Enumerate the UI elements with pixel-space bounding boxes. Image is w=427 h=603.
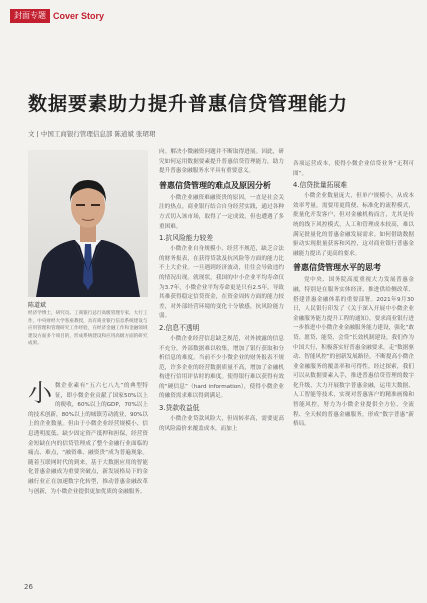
author-photo	[28, 150, 148, 297]
section-label-en: Cover Story	[53, 11, 105, 21]
author-name: 陈道斌	[28, 302, 47, 309]
author-bio: 经济学博士，研究员。工商银行总行高级管理专家，大行工作，中央财经大学客座教授，具有商业银行信息系统建设与应用管理和管理研究工作经验，在经济金融工作和金融领域建设方面多个项目的，形成系统建设和应用高级方面的研究成果。	[28, 311, 148, 347]
col2-paragraph-4: 小微企业经营信息缺乏规范，对外披露的信息不充分，外部数据难以收集，增加了银行获取和分析信息的难度。当前不少小微企业的财务报表不规范，许多企业的经营数据质量不高，增加了金融机构进行信用评估时的难度。使得银行难以获得有效的“硬信息”（hard information），使得小微企业的融资需求难以得到满足。	[159, 335, 284, 400]
subheading-risk: 1.抗风险能力较差	[159, 234, 214, 243]
page-number: 26	[24, 583, 33, 591]
column-3	[293, 160, 414, 430]
heading-difficulties: 普惠信贷管理的难点及原因分析	[159, 180, 271, 190]
col3-paragraph-1: 各项运营成本，使得小微企业信贷业务“无利可图”。	[293, 161, 414, 177]
heading-management-level: 普惠信贷管理水平的思考	[293, 263, 381, 273]
col1-paragraph-1: 微企业素有“五六七八九”的典型特征，即小微企业贡献了国家50%以上的税收，60%以上的GDP，70%以上的技术创新，80%以上的城镇劳动就业，90%以上的企业数量。但由于小微企业经营规模小、信息透明度低、缺少固定资产抵押和担保，经营资金短缺在内的信贷管理成了整个金融行业面临的痛点、难点，“融资难、融资贵”成为普遍现象。随着互联网时代的到来，基于大数据应用的智能化普惠金融成为重要突破点，新发展格局下的金融行业正在加速数字化转型，推动普惠金融改革与创新，为小微企业提供更加优质的金融服务。	[28, 383, 148, 495]
drop-cap: 小	[28, 379, 52, 407]
author-caption	[28, 302, 148, 347]
col2-paragraph-3: 小微企业自身规模小、经营不规范，缺乏合法的财务报表，在获得贷款及抗风险等方面的能力比不上大企业。一旦遇到经济波动，往往会导致违约的情况出现。就现状，我国的中小企业平均寿命仅为3.7年，小微企业平均寿命更是只有2.5年，导致其难获得稳定信贷资金，在资金周转方面的能力较差，对外部经营环境的变化十分敏感，抗风险能力弱。	[159, 246, 284, 320]
subheading-batch: 4.信贷批量拓展难	[293, 181, 348, 190]
col3-paragraph-3: 党中央、国务院高度重视大力发展普惠金融，特别是在服务实体经济、推进供给侧改革、搭建普惠金融体系的重要部署。2021年9月30日，人民银行印发了《关于深入开展中小微企业金融服务能力提升工程的通知》，要求商业银行进一步推进中小微企业金融服务能力建设，强化“敢贷、愿贷、能贷、会贷”长效机制建设。我们作为中国大行，积极落实好普惠金融要求，走“数据驱动、智能风控”的创新发展路径，不断提高小微企业金融服务的覆盖率和可得性。经过探索，我们可以从数据要素入手，推进普惠信贷管理的数字化升级，大力开展数字普惠金融，运用大数据、人工智能等技术，实现对普惠客户的精准画像和智能风控，努力为小微企业提供全方位、全流程、全天候的普惠金融服务，形成“数字普惠”新格局。	[293, 277, 414, 428]
col2-paragraph-1: 向。解决小微融资问题并不断取得进展。因此，研究如何运用数据要素提升普惠信贷管理能力，助力提升普惠金融服务水平具有重要意义。	[159, 149, 284, 175]
section-header	[10, 9, 104, 23]
subheading-returns: 3.贷款收益低	[159, 404, 200, 413]
article-byline: 文 | 中国工商银行管理信息部 陈道斌 张珺珺	[28, 130, 156, 138]
section-label-cn: 封面专题	[10, 9, 50, 23]
subheading-information: 2.信息不透明	[159, 323, 200, 332]
article-title: 数据要素助力提升普惠信贷管理能力	[28, 93, 349, 115]
portrait-figure	[28, 150, 148, 297]
column-2	[159, 148, 284, 434]
col2-paragraph-2: 小微企业融资难融资贵的原因，一直是社会关注的热点。商业银行结合自身经营实践，通过各种方式切入该市场，取得了一定成效，但也遭遇了多重困难。	[159, 194, 284, 230]
col3-paragraph-2: 小微企业数量庞大，但单户规模小，从成本效率考量，需要用更简便、标准化的流程模式，批量化开发客户，但对金融机构而言，尤其是传统的线下风控模式，人工和管理成本较高，难以满足批量化的普惠金融发展需求。如何借助数据驱动实现批量获客和风控，这对商业银行普惠金融能力提出了更高的要求。	[293, 193, 414, 257]
column-1	[28, 379, 148, 497]
col2-paragraph-5: 小微企业贷款风险大，但周转率高，需要更高的风险溢价来覆盖成本，而加上	[159, 416, 284, 432]
